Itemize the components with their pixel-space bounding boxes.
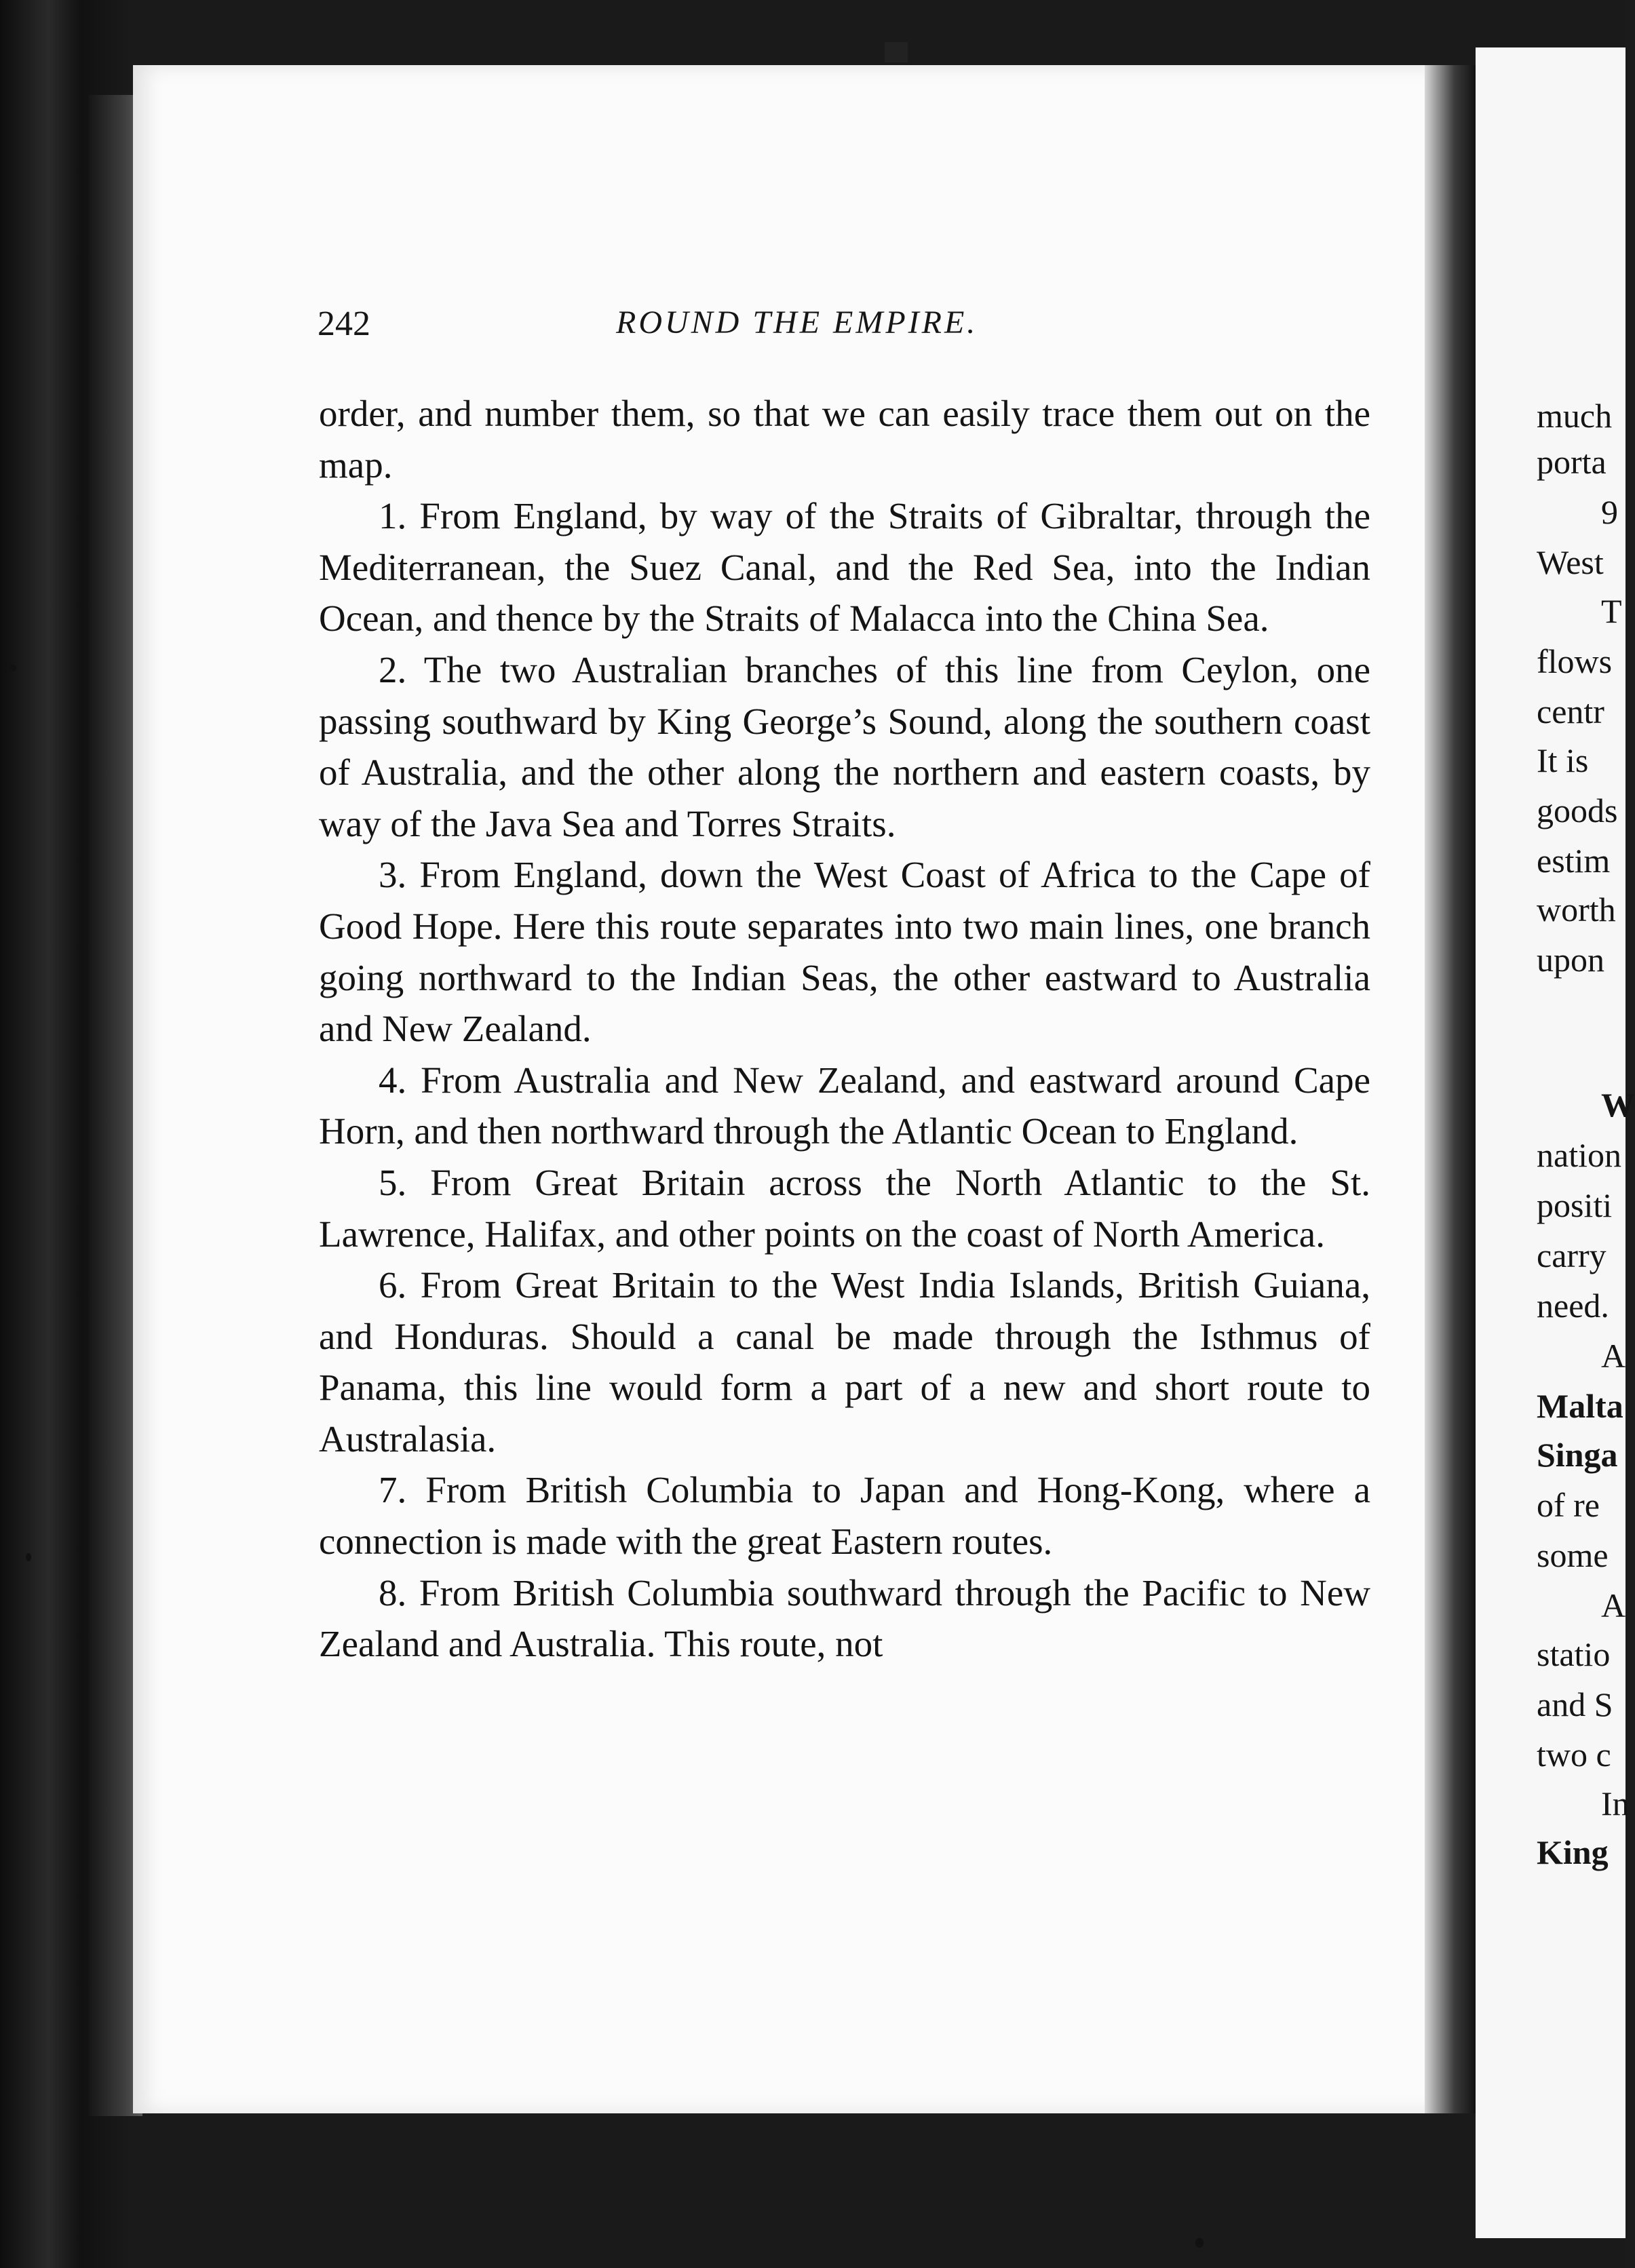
facing-line: West	[1537, 543, 1604, 581]
facing-line: In	[1601, 1784, 1630, 1822]
facing-line: worth	[1537, 891, 1616, 928]
running-title: ROUND THE EMPIRE.	[616, 305, 978, 340]
running-head	[318, 304, 1376, 347]
facing-line: flows	[1537, 642, 1613, 680]
facing-line: carry	[1537, 1236, 1607, 1274]
route-item-2: 2. The two Australian branches of this line from Ceylon, one passing southward by King George’s Sound, along the southern coast of Australia, and the other along the northern and eastern coasts, by way of the Java Sea and Torres Straits.	[319, 648, 1370, 844]
facing-line: Malta	[1537, 1387, 1623, 1425]
facing-line: 9	[1601, 493, 1618, 531]
scan-speck	[26, 1553, 31, 1561]
route-item-7: 7. From British Columbia to Japan and Hong-Kong, where a connection is made with the great Eastern routes.	[319, 1469, 1370, 1563]
facing-page	[1476, 47, 1635, 2238]
facing-line: goods	[1537, 791, 1618, 829]
facing-line: W	[1601, 1086, 1635, 1124]
facing-line: of re	[1537, 1486, 1600, 1524]
facing-line: centr	[1537, 692, 1604, 730]
facing-line: porta	[1537, 443, 1607, 481]
facing-line: much	[1537, 397, 1613, 435]
paragraph: order, and number them, so that we can easily trace them out on the map.	[319, 393, 1370, 486]
facing-line: positi	[1537, 1186, 1613, 1224]
route-item-3: 3. From England, down the West Coast of Africa to the Cape of Good Hope. Here this route separates into two main lines, one branch going northward to the Indian Seas, the other eastward to Australia and New Zealand.	[319, 854, 1370, 1050]
page-number: 242	[318, 305, 370, 343]
facing-line: It is	[1537, 741, 1589, 779]
route-item-1: 1. From England, by way of the Straits of Gibraltar, through the Mediterranean, the Suez Canal, and the Red Sea, into the Indian Ocean, and thence by the Straits of Malacca into the China Sea.	[319, 495, 1370, 640]
route-item-4: 4. From Australia and New Zealand, and eastward around Cape Horn, and then northward through the Atlantic Ocean to England.	[319, 1059, 1370, 1152]
facing-line: King	[1537, 1833, 1609, 1871]
facing-line: statio	[1537, 1635, 1611, 1673]
scan-speck	[9, 665, 16, 671]
facing-line: some	[1537, 1536, 1609, 1574]
facing-line: estim	[1537, 842, 1611, 880]
facing-line: and S	[1537, 1685, 1613, 1723]
scan-speck	[1195, 2238, 1204, 2248]
facing-line: A	[1601, 1337, 1626, 1375]
facing-line: A	[1601, 1586, 1626, 1624]
route-item-8: 8. From British Columbia southward through the Pacific to New Zealand and Australia. This route, not	[319, 1571, 1370, 1665]
facing-line: need.	[1537, 1287, 1609, 1325]
facing-line: upon	[1537, 941, 1604, 979]
facing-line: two c	[1537, 1736, 1611, 1774]
gutter-shadow	[1425, 65, 1479, 2113]
facing-line: nation	[1537, 1136, 1621, 1174]
body-text	[319, 388, 1370, 1670]
scan-clip-mark	[885, 42, 908, 62]
facing-line: Singa	[1537, 1436, 1618, 1474]
facing-line: T	[1601, 592, 1622, 630]
route-item-5: 5. From Great Britain across the North Atlantic to the St. Lawrence, Halifax, and other points on the coast of North America.	[319, 1161, 1370, 1255]
route-item-6: 6. From Great Britain to the West India Islands, British Guiana, and Honduras. Should a canal be made through the Isthmus of Panama, this line would form a part of a new and short route to Australasia.	[319, 1264, 1370, 1460]
